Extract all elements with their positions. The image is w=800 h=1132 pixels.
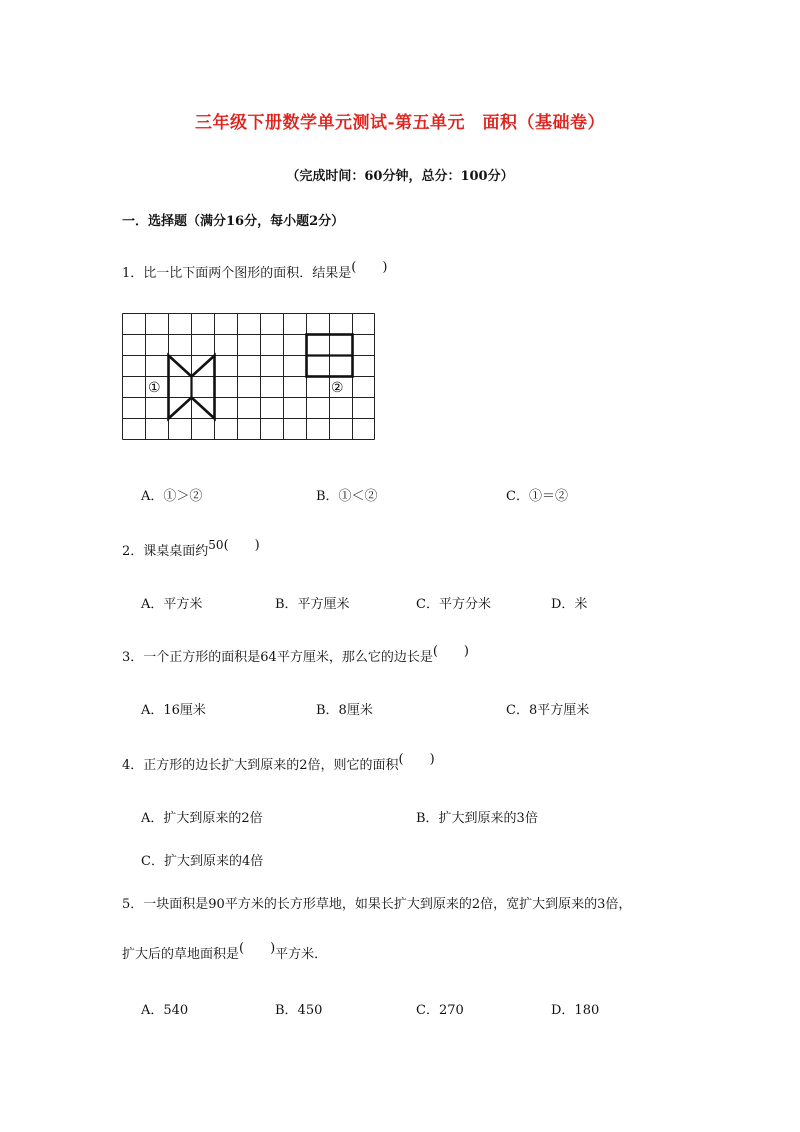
q5-option-a[interactable]: A．540 [141, 1003, 189, 1018]
q4-option-a[interactable]: A．扩大到原来的2倍 [141, 811, 263, 826]
grid-figure [122, 313, 376, 445]
shape-1-label: ① [148, 380, 161, 396]
question-5-stem-line2 [122, 937, 327, 962]
question-1-text: 1．比一比下面两个图形的面积．结果是 [122, 266, 352, 281]
q4-option-c[interactable]: C．扩大到原来的4倍 [141, 854, 264, 869]
q1-option-c[interactable]: C．①＝② [506, 489, 568, 504]
q3-option-b[interactable]: B．8厘米 [316, 703, 373, 718]
question-2-stem [122, 534, 260, 559]
q5-option-d[interactable]: D．180 [551, 1003, 600, 1018]
question-5-text: 扩大后的草地面积是 [122, 947, 240, 962]
q3-option-a[interactable]: A．16厘米 [141, 703, 206, 718]
exam-info: （完成时间：60分钟，总分：100分） [286, 169, 514, 184]
q1-option-b[interactable]: B．①＜② [316, 489, 378, 504]
q2-option-d[interactable]: D．米 [551, 597, 588, 612]
q5-option-b[interactable]: B．450 [275, 1003, 323, 1018]
page-title: 三年级下册数学单元测试-第五单元 面积（基础卷） [194, 113, 606, 133]
answer-blank[interactable]: ( ) [432, 644, 469, 659]
question-3-text: 3．一个正方形的面积是64平方厘米，那么它的边长是 [122, 650, 433, 665]
q4-option-b[interactable]: B．扩大到原来的3倍 [416, 811, 538, 826]
q1-option-a[interactable]: A．①＞② [141, 489, 203, 504]
answer-blank[interactable]: ( ) [223, 538, 260, 553]
q5-option-c[interactable]: C．270 [416, 1003, 464, 1018]
q2-option-b[interactable]: B．平方厘米 [275, 597, 350, 612]
question-5-tail: 平方米． [275, 947, 328, 962]
question-3-stem [122, 640, 469, 665]
question-5-stem: 5．一块面积是90平方米的长方形草地，如果长扩大到原来的2倍，宽扩大到原来的3倍， [122, 897, 632, 912]
q2-option-a[interactable]: A．平方米 [141, 597, 203, 612]
answer-blank[interactable]: ( ) [398, 752, 435, 767]
answer-blank[interactable]: ( ) [351, 260, 388, 275]
question-2-text: 2．课桌桌面约 [122, 544, 209, 559]
question-2-value: 50 [208, 538, 224, 552]
question-4-stem [122, 748, 435, 773]
q3-option-c[interactable]: C．8平方厘米 [506, 703, 590, 718]
shape-2-label: ② [331, 380, 344, 396]
question-1-stem [122, 256, 387, 281]
question-4-text: 4．正方形的边长扩大到原来的2倍，则它的面积 [122, 758, 399, 773]
answer-blank[interactable]: ( ) [239, 941, 276, 956]
q2-option-c[interactable]: C．平方分米 [416, 597, 491, 612]
section-heading: 一．选择题（满分16分，每小题2分） [122, 214, 345, 229]
